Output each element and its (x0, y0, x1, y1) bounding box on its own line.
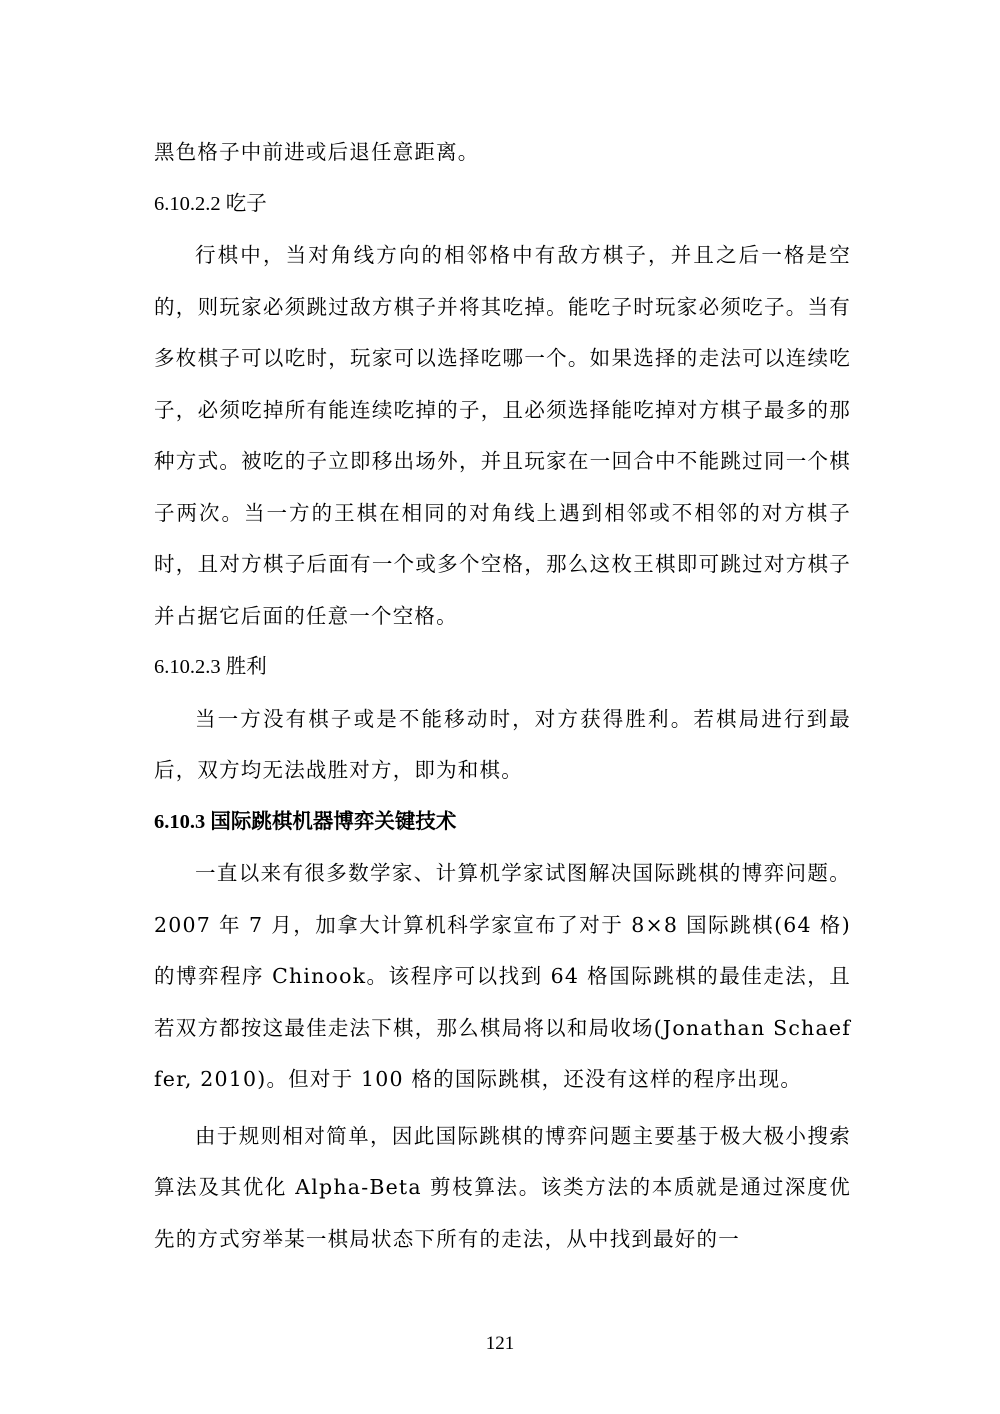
paragraph-movement-continued: 黑色格子中前进或后退任意距离。 (154, 140, 480, 164)
page-number: 121 (485, 1333, 515, 1354)
paragraph-capture-rules: 行棋中，当对角线方向的相邻格中有敌方棋子，并且之后一格是空的，则玩家必须跳过敌方棋子并将其吃掉。能吃子时玩家必须吃子。当有多枚棋子可以吃时，玩家可以选择吃哪一个。如果选择的走法可以连续吃子，必须吃掉所有能连续吃掉的子，且必须选择能吃掉对方棋子最多的那种方式。被吃的子立即移出场外，并且玩家在一回合中不能跳过同一个棋子两次。当一方的王棋在相同的对角线上遇到相邻或不相邻的对方棋子时，且对方棋子后面有一个或多个空格，那么这枚王棋即可跳过对方棋子并占据它后面的任意一个空格。 (154, 243, 851, 628)
page-body (154, 127, 851, 1265)
section-heading-key-techniques: 6.10.3 国际跳棋机器博弈关键技术 (154, 810, 457, 833)
section-heading-capture: 6.10.2.2 吃子 (154, 192, 267, 215)
paragraph-chinook-history: 一直以来有很多数学家、计算机学家试图解决国际跳棋的博弈问题。2007 年 7 月，加拿大计算机科学家宣布了对于 8×8 国际跳棋(64 格)的博弈程序 Chinook。该程序可以找到 64 格国际跳棋的最佳走法，且若双方都按这最佳走法下棋，那么棋局将以和局收场(Jonathan Schaeffer, 2010)。但对于 100 格的国际跳棋，还没有这样的程序出现。 (154, 861, 851, 1091)
paragraph-victory-rules: 当一方没有棋子或是不能移动时，对方获得胜利。若棋局进行到最后，双方均无法战胜对方，即为和棋。 (154, 706, 851, 782)
paragraph-minimax-search: 由于规则相对简单，因此国际跳棋的博弈问题主要基于极大极小搜索算法及其优化 Alpha-Beta 剪枝算法。该类方法的本质就是通过深度优先的方式穷举某一棋局状态下所有的走法，从中找到最好的一 (154, 1123, 851, 1251)
section-heading-victory: 6.10.2.3 胜利 (154, 656, 267, 678)
